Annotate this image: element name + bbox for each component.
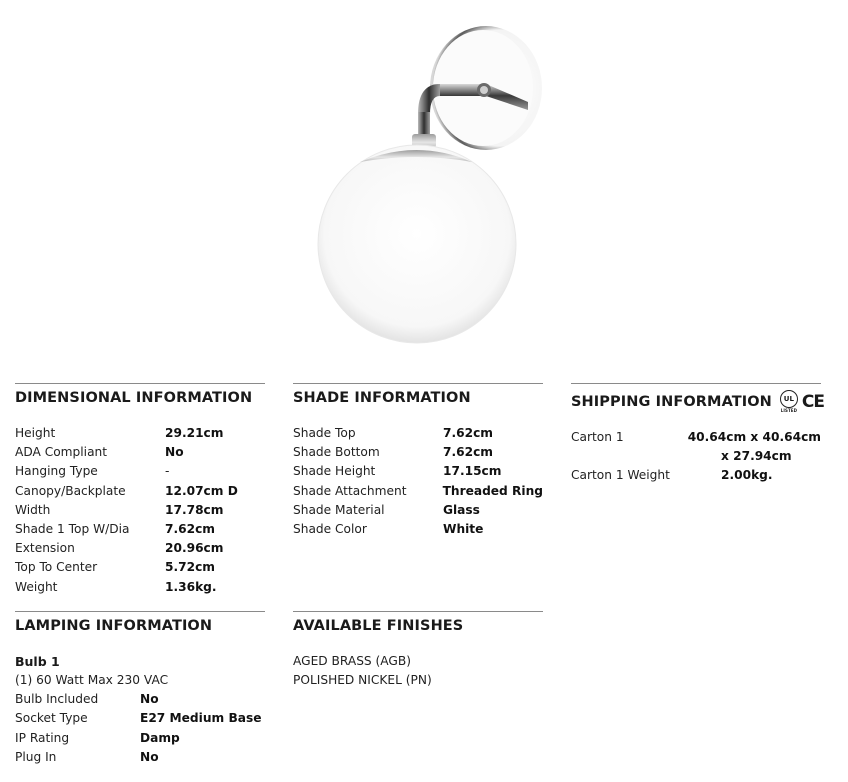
spec-row [293, 501, 543, 520]
certification-marks [780, 390, 824, 413]
spec-value: 7.62cm [443, 426, 493, 440]
spec-label: Height [15, 426, 56, 440]
ul-listed-icon [780, 390, 798, 413]
spec-value: No [140, 749, 159, 764]
spec-label: Bulb Included [15, 692, 99, 707]
product-image [300, 18, 560, 348]
spec-label: Socket Type [15, 711, 88, 726]
finish-item: POLISHED NICKEL (PN) [293, 673, 432, 688]
spec-value: 5.72cm [165, 560, 215, 575]
lamping-rows [15, 690, 265, 767]
spec-label: Shade Material [293, 502, 385, 517]
spec-value: Threaded Ring [442, 483, 543, 498]
bulb-description: (1) 60 Watt Max 230 VAC [15, 673, 169, 687]
spec-value: 1.36kg. [165, 579, 217, 594]
sconce-illustration [300, 18, 560, 348]
spec-value: 29.21cm [165, 426, 224, 440]
spec-row [15, 558, 265, 577]
ul-listed-label: LISTED [780, 408, 798, 413]
section-title: SHADE INFORMATION [293, 390, 471, 406]
spec-row [293, 462, 543, 481]
section-title: LAMPING INFORMATION [15, 618, 213, 634]
spec-value: 7.62cm [443, 445, 493, 460]
spec-value: x 27.94cm [721, 449, 792, 464]
spec-value: Glass [443, 502, 480, 517]
spec-row [293, 424, 543, 443]
spec-row [15, 443, 265, 462]
spec-label: Weight [15, 579, 58, 594]
ce-mark-icon: CE [801, 391, 825, 412]
spec-label: Extension [15, 541, 75, 556]
section-divider [15, 383, 265, 384]
spec-label: Width [15, 502, 51, 517]
finish-item: AGED BRASS (AGB) [293, 654, 411, 668]
bulb-title: Bulb 1 [15, 654, 60, 669]
spec-row [15, 482, 265, 501]
spec-value: 20.96cm [165, 541, 224, 556]
spec-value: 12.07cm D [165, 483, 238, 498]
section-divider [293, 383, 543, 384]
shipping-section [571, 383, 825, 486]
spec-row [15, 690, 265, 709]
spec-row [15, 501, 265, 520]
section-divider [293, 611, 543, 612]
section-title: AVAILABLE FINISHES [293, 618, 464, 634]
shade-section [293, 383, 543, 539]
section-title: SHIPPING INFORMATION [571, 393, 772, 410]
spec-row [571, 466, 821, 485]
spec-row [15, 748, 265, 767]
section-title-row [571, 390, 825, 413]
section-title: DIMENSIONAL INFORMATION [15, 390, 253, 406]
spec-value: 7.62cm [165, 521, 215, 536]
spec-label: ADA Compliant [15, 445, 108, 460]
spec-row [15, 462, 265, 481]
shade-rows [293, 424, 543, 539]
spec-row [571, 428, 821, 447]
spec-label: Carton 1 Weight [571, 468, 670, 483]
spec-value: No [140, 692, 159, 707]
section-divider [15, 611, 265, 612]
spec-value: 17.15cm [443, 464, 502, 479]
spec-label: Hanging Type [15, 464, 98, 479]
spec-row [15, 520, 265, 539]
finishes-section [293, 611, 543, 690]
spec-label: Shade Bottom [293, 445, 380, 460]
spec-label: Shade Top [293, 426, 356, 440]
spec-label: Shade Color [293, 521, 367, 536]
spec-label: Plug In [15, 749, 57, 764]
spec-row [293, 520, 543, 539]
ul-mark: UL [780, 390, 798, 408]
spec-value: Damp [140, 730, 180, 745]
spec-row [15, 729, 265, 748]
spec-row [15, 539, 265, 558]
spec-label: Canopy/Backplate [15, 483, 126, 498]
spec-label: Shade Attachment [293, 483, 407, 498]
spec-value: - [165, 464, 170, 479]
spec-value: E27 Medium Base [140, 711, 262, 726]
spec-label: Shade 1 Top W/Dia [15, 521, 130, 536]
spec-row [15, 424, 265, 443]
spec-row [15, 578, 265, 597]
dimensional-section [15, 383, 265, 597]
dimensional-rows [15, 424, 265, 597]
spec-label: IP Rating [15, 730, 70, 745]
spec-row [293, 443, 543, 462]
spec-row [15, 709, 265, 728]
spec-value: 2.00kg. [721, 468, 773, 483]
spec-row-continued [571, 447, 821, 466]
finishes-list [293, 652, 543, 690]
spec-value: 17.78cm [165, 502, 224, 517]
spec-label: Top To Center [15, 560, 98, 575]
spec-label: Carton 1 [571, 430, 624, 444]
spec-row [293, 482, 543, 501]
lamping-section [15, 611, 265, 767]
spec-label: Shade Height [293, 464, 376, 479]
spec-value: No [165, 445, 184, 460]
spec-value: White [443, 521, 484, 536]
shipping-rows [571, 428, 821, 486]
spec-value: 40.64cm x 40.64cm [687, 430, 821, 444]
section-divider [571, 383, 821, 384]
